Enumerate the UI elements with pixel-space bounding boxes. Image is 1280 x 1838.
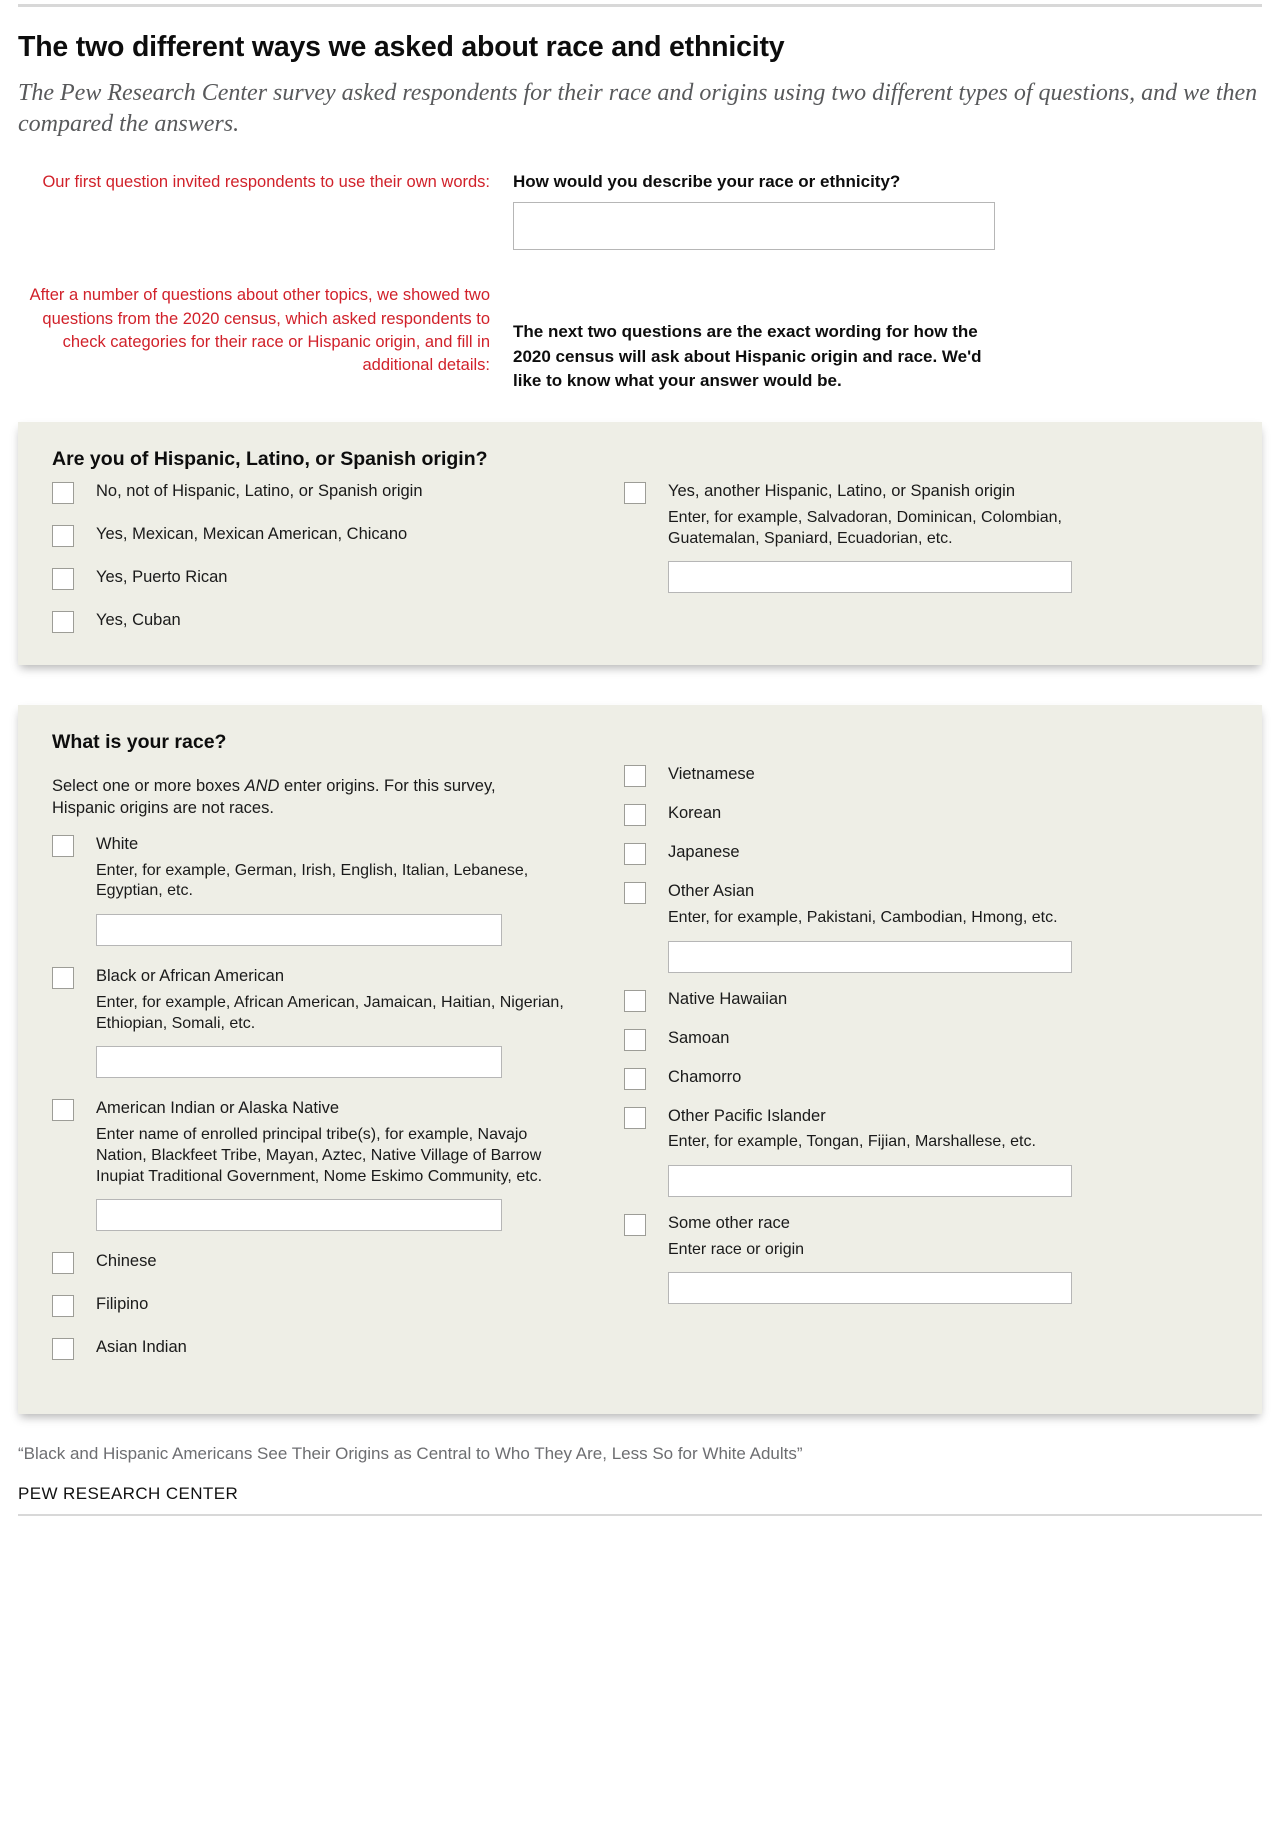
checkbox-icon[interactable]: [624, 1107, 646, 1129]
page-title: The two different ways we asked about race and ethnicity: [18, 31, 785, 63]
brand-label: PEW RESEARCH CENTER: [18, 1484, 239, 1504]
list-item[interactable]: [624, 1106, 1228, 1197]
option-label: Some other race: [668, 1213, 790, 1232]
option-hint: Enter, for example, African American, Jamaican, Haitian, Nigerian, Ethiopian, Somali, etc.: [96, 993, 564, 1032]
list-item[interactable]: [52, 1251, 612, 1274]
infographic-page: [0, 4, 1280, 1516]
checkbox-icon[interactable]: [52, 1338, 74, 1360]
list-item[interactable]: [52, 834, 612, 946]
annotation-first-question: Our first question invited respondents to use their own words:: [42, 173, 490, 192]
list-item[interactable]: [624, 1067, 1228, 1090]
white-origins-input[interactable]: [96, 914, 502, 946]
option-label: Yes, Mexican, Mexican American, Chicano: [96, 525, 408, 544]
checkbox-icon[interactable]: [624, 882, 646, 904]
open-answer-input[interactable]: [513, 202, 995, 250]
option-label: Samoan: [668, 1028, 730, 1047]
list-item[interactable]: [624, 989, 1228, 1012]
hispanic-other-origin-input[interactable]: [668, 561, 1072, 593]
option-label: Asian Indian: [96, 1338, 187, 1357]
tribe-name-input[interactable]: [96, 1199, 502, 1231]
checkbox-icon[interactable]: [624, 1214, 646, 1236]
option-label: American Indian or Alaska Native: [96, 1099, 340, 1118]
race-panel: [18, 705, 1262, 1414]
list-item[interactable]: [52, 610, 612, 633]
checkbox-icon[interactable]: [52, 835, 74, 857]
other-pacific-islander-origins-input[interactable]: [668, 1165, 1072, 1197]
black-origins-input[interactable]: [96, 1046, 502, 1078]
checkbox-icon[interactable]: [52, 1099, 74, 1121]
hispanic-panel-columns: [52, 481, 1228, 633]
option-hint: Enter race or origin: [668, 1240, 805, 1258]
race-panel-columns: [52, 764, 1228, 1380]
option-label: Filipino: [96, 1295, 149, 1314]
list-item[interactable]: [624, 881, 1228, 972]
option-hint: Enter, for example, Salvadoran, Dominican, Colombian, Guatemalan, Spaniard, Ecuadorian, etc.: [668, 508, 1062, 547]
option-label: Black or African American: [96, 967, 284, 986]
option-label: Korean: [668, 804, 722, 823]
checkbox-icon[interactable]: [624, 765, 646, 787]
race-panel-title: What is your race?: [52, 731, 227, 754]
census-note-text: The next two questions are the exact wording for how the 2020 census will ask about Hispanic origin and race. We'd like to know what your answer would be.: [513, 322, 982, 391]
hispanic-right-options: [612, 481, 1228, 609]
list-item[interactable]: [52, 481, 612, 504]
census-note-block: [498, 284, 1262, 394]
hispanic-panel-title: Are you of Hispanic, Latino, or Spanish origin?: [52, 448, 488, 471]
race-left-options: [52, 764, 612, 1380]
list-item[interactable]: [52, 966, 612, 1078]
option-label: Yes, Cuban: [96, 611, 181, 630]
option-label: Vietnamese: [668, 765, 755, 784]
option-hint: Enter name of enrolled principal tribe(s), for example, Navajo Nation, Blackfeet Tribe, Mayan, Aztec, Native Village of Barrow Inupiat Traditional Government, Nome Eskimo Community, etc.: [96, 1126, 543, 1185]
checkbox-icon[interactable]: [52, 611, 74, 633]
hispanic-origin-panel: [18, 422, 1262, 665]
option-hint: Enter, for example, German, Irish, English, Italian, Lebanese, Egyptian, etc.: [96, 861, 529, 900]
race-instructions-part2: enter origins. For this survey, Hispanic origins are not races.: [52, 777, 496, 818]
checkbox-icon[interactable]: [52, 568, 74, 590]
checkbox-icon[interactable]: [624, 843, 646, 865]
open-question-label: How would you describe your race or ethnicity?: [513, 172, 901, 192]
list-item[interactable]: [624, 842, 1228, 865]
list-item[interactable]: [52, 567, 612, 590]
race-panel-instructions: [52, 776, 522, 820]
list-item[interactable]: [52, 1294, 612, 1317]
option-label: No, not of Hispanic, Latino, or Spanish origin: [96, 482, 423, 501]
page-subtitle: The Pew Research Center survey asked respondents for their race and origins using two different types of questions, and we then compared the answers.: [18, 79, 1258, 138]
option-label: Native Hawaiian: [668, 989, 788, 1008]
option-label: Yes, Puerto Rican: [96, 568, 228, 587]
checkbox-icon[interactable]: [52, 482, 74, 504]
some-other-race-input[interactable]: [668, 1272, 1072, 1304]
list-item[interactable]: [624, 803, 1228, 826]
list-item[interactable]: [624, 1028, 1228, 1051]
option-hint: Enter, for example, Pakistani, Cambodian, Hmong, etc.: [668, 908, 1058, 926]
option-label: White: [96, 835, 139, 853]
race-instructions-part1: Select one or more boxes: [52, 777, 245, 796]
list-item[interactable]: [624, 764, 1228, 787]
option-label: Chinese: [96, 1252, 157, 1271]
source-note: “Black and Hispanic Americans See Their Origins as Central to Who They Are, Less So for White Adults”: [18, 1444, 803, 1464]
checkbox-icon[interactable]: [52, 1252, 74, 1274]
checkbox-icon[interactable]: [624, 1068, 646, 1090]
list-item[interactable]: [624, 1213, 1228, 1304]
option-hint: Enter, for example, Tongan, Fijian, Marshallese, etc.: [668, 1133, 1036, 1151]
top-divider: [18, 4, 1262, 7]
annotation-census-questions: After a number of questions about other topics, we showed two questions from the 2020 census, which asked respondents to check categories for their race or Hispanic origin, and fill in additional details:: [29, 286, 490, 375]
open-question-block: [498, 171, 1262, 250]
checkbox-icon[interactable]: [52, 967, 74, 989]
list-item[interactable]: [52, 1337, 612, 1360]
option-label: Chamorro: [668, 1067, 742, 1086]
checkbox-icon[interactable]: [624, 1029, 646, 1051]
option-label: Other Asian: [668, 882, 755, 901]
option-label: Japanese: [668, 843, 740, 862]
hispanic-left-options: [52, 481, 612, 633]
race-instructions-emphasis: AND: [244, 777, 280, 796]
option-label: Other Pacific Islander: [668, 1106, 826, 1125]
race-right-options: [612, 764, 1228, 1320]
list-item[interactable]: [624, 481, 1228, 593]
list-item[interactable]: [52, 1098, 612, 1231]
checkbox-icon[interactable]: [52, 1295, 74, 1317]
checkbox-icon[interactable]: [624, 804, 646, 826]
bottom-divider: [18, 1514, 1262, 1516]
intro-row-open-question: [18, 171, 1262, 250]
checkbox-icon[interactable]: [624, 990, 646, 1012]
checkbox-icon[interactable]: [624, 482, 646, 504]
list-item[interactable]: [52, 524, 612, 547]
intro-row-census-note: [18, 284, 1262, 394]
other-asian-origins-input[interactable]: [668, 941, 1072, 973]
checkbox-icon[interactable]: [52, 525, 74, 547]
option-label: Yes, another Hispanic, Latino, or Spanish origin: [668, 482, 1016, 501]
